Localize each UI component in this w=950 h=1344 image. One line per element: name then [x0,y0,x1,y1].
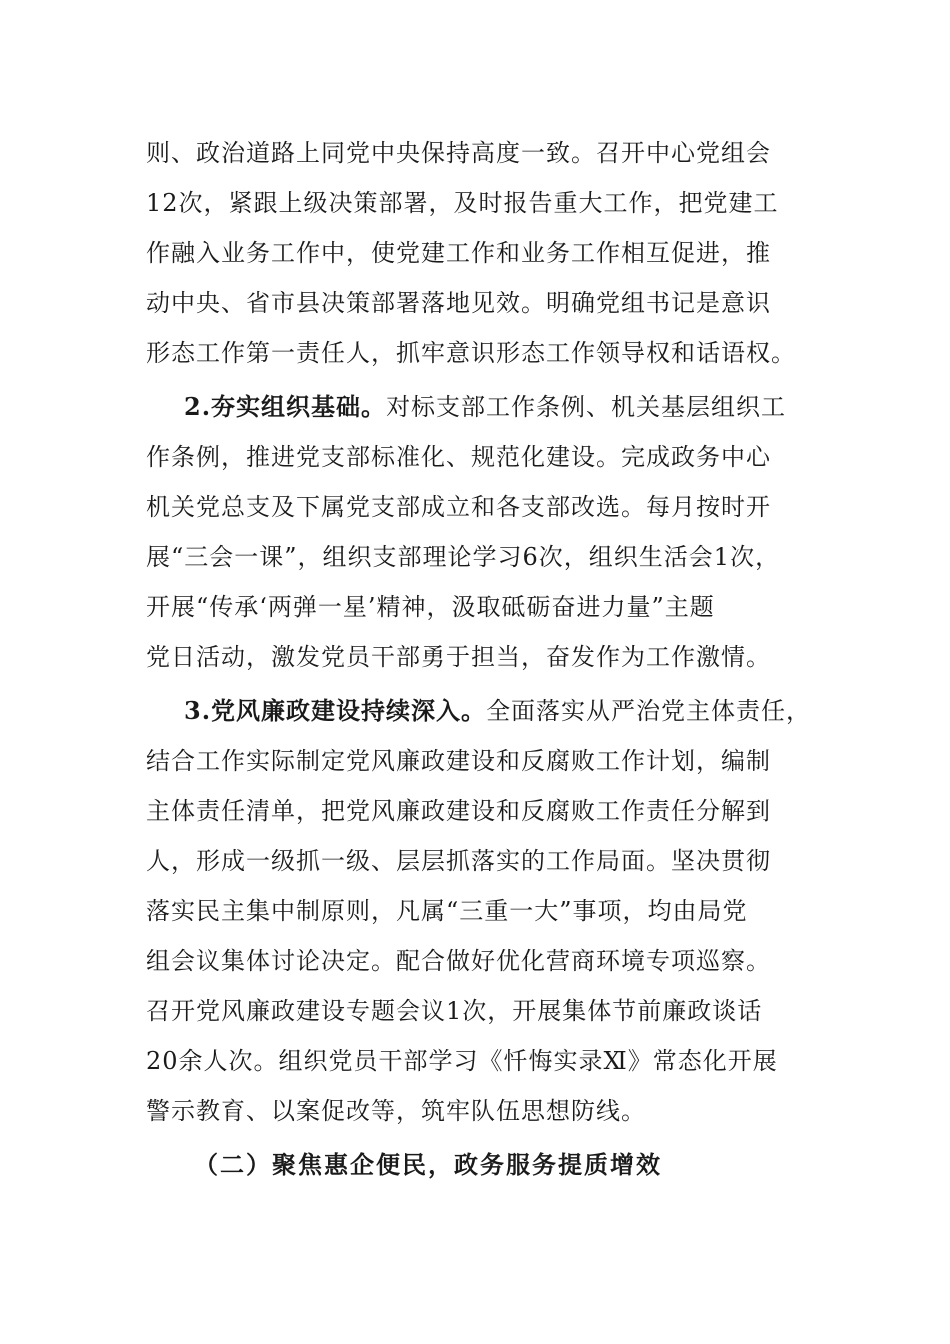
paragraph-title: 2.夯实组织基础。 [184,392,387,421]
text-line [146,382,836,432]
paragraph-text: 全面落实从严治党主体责任， [486,697,812,725]
text-line: 动中央、省市县决策部署落地见效。明确党组书记是意识 [146,289,771,317]
text-line: 人，形成一级抓一级、层层抓落实的工作局面。坚决贯彻 [146,847,771,875]
text-line: 开展“传承‘两弹一星’精神，汲取砥砺奋进力量”主题 [146,593,715,621]
section-heading: （二）聚焦惠企便民，政务服务提质增效 [194,1150,662,1179]
text-line: 则、政治道路上同党中央保持高度一致。召开中心党组会 [146,139,771,167]
text-line: 形态工作第一责任人，抓牢意识形态工作领导权和话语权。 [146,339,796,367]
text-line: 作条例，推进党支部标准化、规范化建设。完成政务中心 [146,443,771,471]
text-line: 结合工作实际制定党风廉政建设和反腐败工作计划，编制 [146,747,771,775]
text-line: 作融入业务工作中，使党建工作和业务工作相互促进，推 [146,239,771,267]
text-line: 党日活动，激发党员干部勇于担当，奋发作为工作激情。 [146,643,771,671]
paragraph-title: 3.党风廉政建设持续深入。 [184,696,487,725]
document-body [146,128,836,1190]
text-line: 机关党总支及下属党支部成立和各支部改选。每月按时开 [146,493,771,521]
text-line: 警示教育、以案促改等，筑牢队伍思想防线。 [146,1097,646,1125]
paragraph-organization-foundation [146,382,836,682]
text-line: 主体责任清单，把党风廉政建设和反腐败工作责任分解到 [146,797,771,825]
text-line: 召开党风廉政建设专题会议1次，开展集体节前廉政谈话 [146,997,763,1025]
text-line [146,686,836,736]
paragraph-integrity-building [146,686,836,1136]
text-line: 20余人次。组织党员干部学习《忏悔实录Ⅺ》常态化开展 [146,1047,778,1075]
text-line: 组会议集体讨论决定。配合做好优化营商环境专项巡察。 [146,947,771,975]
text-line: 展“三会一课”，组织支部理论学习6次，组织生活会1次， [146,543,781,571]
paragraph-party-leadership [146,128,836,378]
paragraph-text: 对标支部工作条例、机关基层组织工 [386,393,787,421]
text-line: 落实民主集中制原则，凡属“三重一大”事项，均由局党 [146,897,748,925]
text-line: 12次，紧跟上级决策部署，及时报告重大工作，把党建工 [146,189,779,217]
